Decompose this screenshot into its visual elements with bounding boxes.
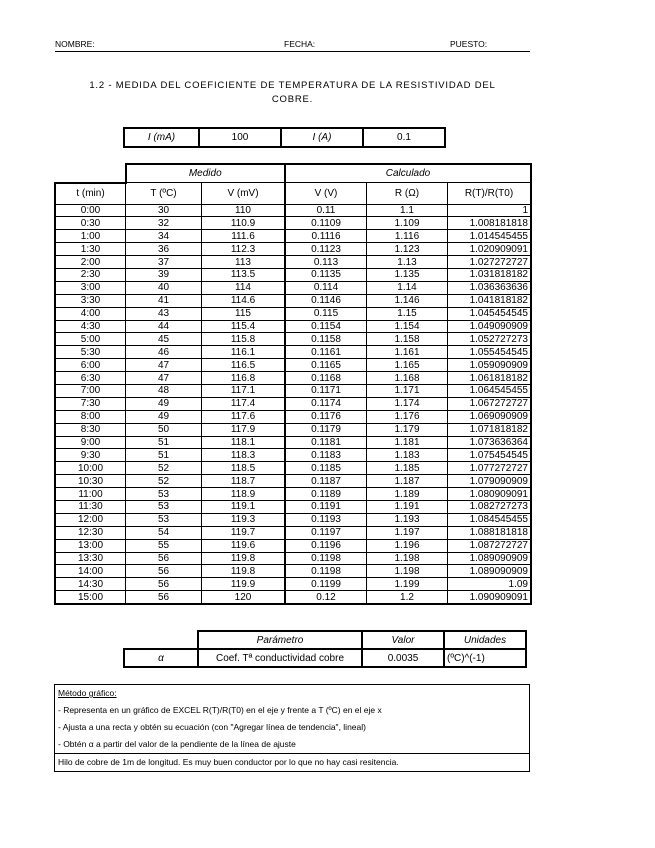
notes-heading: Método gráfico: [58,688,117,698]
table-cell: 4:30 [55,320,126,333]
table-cell: 13:00 [55,539,126,552]
table-cell: 1.008181818 [448,217,532,230]
table-row [55,500,531,513]
table-cell: 115.4 [202,320,286,333]
col-header: t (min) [55,183,126,205]
table-cell: 0.1191 [285,500,367,513]
table-cell: 114.6 [202,294,286,307]
table-cell: 8:00 [55,410,126,423]
table-cell: 51 [126,449,202,462]
param-symbol: α [124,649,198,667]
table-cell: 116.1 [202,346,286,359]
table-cell: 0.1185 [285,462,367,475]
table-cell: 3:00 [55,281,126,294]
table-row [55,397,531,410]
table-cell: 11:00 [55,488,126,501]
table-cell: 1.196 [367,539,448,552]
table-cell: 0.115 [285,307,367,320]
table-cell: 1.161 [367,346,448,359]
table-cell: 0:00 [55,204,126,217]
table-row [55,294,531,307]
table-cell: 46 [126,346,202,359]
table-cell: 117.6 [202,410,286,423]
table-row [55,256,531,269]
table-cell: 1.079090909 [448,475,532,488]
table-row [55,320,531,333]
table-cell: 1.165 [367,359,448,372]
table-cell: 51 [126,436,202,449]
table-cell: 0.1196 [285,539,367,552]
table-cell: 1.067272727 [448,397,532,410]
table-cell: 1.135 [367,268,448,281]
table-cell: 40 [126,281,202,294]
table-cell: 119.3 [202,513,286,526]
table-cell: 1.014545455 [448,230,532,243]
table-cell: 1 [448,204,532,217]
table-cell: 53 [126,488,202,501]
table-cell: 49 [126,410,202,423]
header-line [55,38,530,52]
table-cell: 53 [126,500,202,513]
table-cell: 1.036363636 [448,281,532,294]
table-cell: 1.089090909 [448,552,532,565]
table-row [55,449,531,462]
table-cell: 0.1187 [285,475,367,488]
table-cell: 36 [126,243,202,256]
table-cell: 1.09 [448,578,532,591]
table-cell: 1.020909091 [448,243,532,256]
group-calculated: Calculado [285,164,531,183]
table-cell: 119.8 [202,552,286,565]
table-cell: 111.6 [202,230,286,243]
table-cell: 0.1197 [285,526,367,539]
col-header: T (ºC) [126,183,202,205]
current-ma-value: 100 [199,128,281,147]
table-row [55,204,531,217]
table-cell: 113.5 [202,268,286,281]
table-cell: 1.087272727 [448,539,532,552]
table-cell: 0.1189 [285,488,367,501]
notes-box [54,684,530,772]
table-cell: 1.198 [367,565,448,578]
table-cell: 110.9 [202,217,286,230]
table-cell: 0:30 [55,217,126,230]
table-cell: 1.198 [367,552,448,565]
table-cell: 9:30 [55,449,126,462]
table-cell: 0.113 [285,256,367,269]
col-header: R(T)/R(T0) [448,183,532,205]
table-cell: 44 [126,320,202,333]
table-cell: 53 [126,513,202,526]
table-cell: 6:30 [55,372,126,385]
param-name: Coef. Tª conductividad cobre [198,649,362,667]
table-cell: 1.049090909 [448,320,532,333]
table-cell: 0.1179 [285,423,367,436]
table-cell: 0.1165 [285,359,367,372]
table-cell: 1.089090909 [448,565,532,578]
table-cell: 0.1168 [285,372,367,385]
col-header: V (V) [285,183,367,205]
table-row [55,333,531,346]
table-cell: 3:30 [55,294,126,307]
table-cell: 0.1193 [285,513,367,526]
table-row [55,384,531,397]
table-row [55,475,531,488]
param-value: 0.0035 [362,649,444,667]
table-cell: 10:00 [55,462,126,475]
date-label: FECHA: [284,39,316,49]
table-cell: 1.080909091 [448,488,532,501]
table-row [55,591,531,604]
data-table [54,163,532,605]
table-cell: 1.171 [367,384,448,397]
table-cell: 47 [126,359,202,372]
table-cell: 1.027272727 [448,256,532,269]
table-cell: 52 [126,462,202,475]
table-cell: 0.1176 [285,410,367,423]
page-title [55,79,530,107]
table-cell: 0.1183 [285,449,367,462]
col-header: V (mV) [202,183,286,205]
table-cell: 7:30 [55,397,126,410]
table-cell: 117.4 [202,397,286,410]
table-cell: 110 [202,204,286,217]
table-cell: 117.1 [202,384,286,397]
table-cell: 1.059090909 [448,359,532,372]
table-cell: 47 [126,372,202,385]
notes-footer: Hilo de cobre de 1m de longitud. Es muy buen conductor por lo que no hay casi resitencia. [55,753,529,771]
table-cell: 1.179 [367,423,448,436]
table-cell: 1.052727273 [448,333,532,346]
units-header: Unidades [444,631,526,649]
table-cell: 1:00 [55,230,126,243]
table-cell: 1.174 [367,397,448,410]
table-cell: 4:00 [55,307,126,320]
table-row [55,462,531,475]
table-cell: 14:00 [55,565,126,578]
table-row [55,565,531,578]
table-cell: 119.6 [202,539,286,552]
table-cell: 1.14 [367,281,448,294]
table-cell: 116.8 [202,372,286,385]
notes-line: - Ajusta a una recta y obtén su ecuación (con "Agregar línea de tendencia", lineal) [58,722,366,732]
table-cell: 56 [126,565,202,578]
table-row [55,281,531,294]
table-cell: 117.9 [202,423,286,436]
table-cell: 1.146 [367,294,448,307]
table-cell: 0.1116 [285,230,367,243]
table-cell: 1.045454545 [448,307,532,320]
table-cell: 118.9 [202,488,286,501]
table-cell: 45 [126,333,202,346]
current-table [123,127,446,148]
table-cell: 1.055454545 [448,346,532,359]
current-ma-label: I (mA) [124,128,199,147]
table-cell: 37 [126,256,202,269]
value-header: Valor [362,631,444,649]
table-cell: 114 [202,281,286,294]
table-cell: 9:00 [55,436,126,449]
table-cell: 1.181 [367,436,448,449]
table-cell: 119.8 [202,565,286,578]
table-cell: 1.084545455 [448,513,532,526]
table-row [55,410,531,423]
table-cell: 30 [126,204,202,217]
col-header: R (Ω) [367,183,448,205]
table-cell: 1:30 [55,243,126,256]
table-cell: 0.1109 [285,217,367,230]
table-cell: 115.8 [202,333,286,346]
table-cell: 0.1161 [285,346,367,359]
table-cell: 1.069090909 [448,410,532,423]
table-cell: 1.176 [367,410,448,423]
table-cell: 11:30 [55,500,126,513]
table-cell: 1.090909091 [448,591,532,604]
table-cell: 50 [126,423,202,436]
table-cell: 13:30 [55,552,126,565]
table-cell: 1.064545455 [448,384,532,397]
table-row [55,268,531,281]
table-cell: 48 [126,384,202,397]
table-cell: 1.193 [367,513,448,526]
table-cell: 1.061818182 [448,372,532,385]
table-cell: 1.073636364 [448,436,532,449]
table-cell: 0.1135 [285,268,367,281]
table-cell: 1.123 [367,243,448,256]
table-cell: 1.168 [367,372,448,385]
table-cell: 116.5 [202,359,286,372]
table-cell: 0.1181 [285,436,367,449]
table-cell: 0.1174 [285,397,367,410]
current-a-label: I (A) [281,128,363,147]
table-row [55,230,531,243]
name-label: NOMBRE: [55,39,95,49]
table-cell: 12:30 [55,526,126,539]
table-cell: 1.185 [367,462,448,475]
table-cell: 0.1154 [285,320,367,333]
title-line-2: COBRE. [271,94,314,105]
table-row [55,423,531,436]
table-cell: 52 [126,475,202,488]
table-row [55,488,531,501]
table-cell: 118.5 [202,462,286,475]
table-cell: 2:30 [55,268,126,281]
table-cell: 0.1199 [285,578,367,591]
table-cell: 1.1 [367,204,448,217]
table-cell: 56 [126,578,202,591]
table-row [55,578,531,591]
table-cell: 118.7 [202,475,286,488]
table-cell: 1.071818182 [448,423,532,436]
table-cell: 0.1146 [285,294,367,307]
table-row [55,539,531,552]
table-cell: 7:00 [55,384,126,397]
group-measured: Medido [126,164,286,183]
table-row [55,307,531,320]
table-cell: 56 [126,591,202,604]
table-cell: 1.082727273 [448,500,532,513]
table-cell: 112.3 [202,243,286,256]
table-row [55,243,531,256]
param-table [123,630,527,668]
notes-line: - Representa en un gráfico de EXCEL R(T)/R(T0) en el eje y frente a T (ºC) en el eje x [58,705,382,715]
table-cell: 49 [126,397,202,410]
table-row [55,552,531,565]
param-header: Parámetro [198,631,362,649]
table-cell: 41 [126,294,202,307]
title-line-1: 1.2 - MEDIDA DEL COEFICIENTE DE TEMPERATURA DE LA RESISTIVIDAD DEL [89,80,496,91]
table-row [55,217,531,230]
table-cell: 1.15 [367,307,448,320]
table-cell: 1.041818182 [448,294,532,307]
table-cell: 1.199 [367,578,448,591]
table-cell: 55 [126,539,202,552]
table-row [55,513,531,526]
table-cell: 120 [202,591,286,604]
table-cell: 56 [126,552,202,565]
table-row [55,526,531,539]
table-cell: 1.154 [367,320,448,333]
table-cell: 43 [126,307,202,320]
table-row [55,436,531,449]
notes-line: - Obtén α a partir del valor de la pendiente de la línea de ajuste [58,739,296,749]
table-cell: 5:30 [55,346,126,359]
table-cell: 1.197 [367,526,448,539]
table-cell: 0.11 [285,204,367,217]
table-cell: 1.158 [367,333,448,346]
table-cell: 0.1198 [285,565,367,578]
table-cell: 0.1123 [285,243,367,256]
table-cell: 0.1158 [285,333,367,346]
table-cell: 32 [126,217,202,230]
table-cell: 14:30 [55,578,126,591]
table-cell: 0.12 [285,591,367,604]
table-cell: 39 [126,268,202,281]
table-cell: 1.183 [367,449,448,462]
table-cell: 1.189 [367,488,448,501]
table-cell: 1.116 [367,230,448,243]
table-cell: 6:00 [55,359,126,372]
table-cell: 1.031818182 [448,268,532,281]
table-cell: 1.088181818 [448,526,532,539]
table-cell: 54 [126,526,202,539]
table-cell: 1.109 [367,217,448,230]
table-cell: 119.9 [202,578,286,591]
current-a-value: 0.1 [363,128,445,147]
param-units: (ºC)^(-1) [444,649,526,667]
table-cell: 0.1198 [285,552,367,565]
post-label: PUESTO: [450,39,488,49]
table-cell: 0.1171 [285,384,367,397]
table-cell: 5:00 [55,333,126,346]
table-cell: 1.191 [367,500,448,513]
table-cell: 8:30 [55,423,126,436]
table-cell: 119.1 [202,500,286,513]
table-row [55,359,531,372]
table-cell: 119.7 [202,526,286,539]
table-cell: 1.077272727 [448,462,532,475]
table-cell: 12:00 [55,513,126,526]
table-cell: 115 [202,307,286,320]
table-cell: 10:30 [55,475,126,488]
table-cell: 1.187 [367,475,448,488]
table-row [55,372,531,385]
table-cell: 1.13 [367,256,448,269]
table-cell: 2:00 [55,256,126,269]
table-cell: 1.075454545 [448,449,532,462]
table-row [55,346,531,359]
table-cell: 118.1 [202,436,286,449]
table-cell: 15:00 [55,591,126,604]
table-cell: 0.114 [285,281,367,294]
table-cell: 1.2 [367,591,448,604]
table-cell: 113 [202,256,286,269]
table-cell: 34 [126,230,202,243]
table-cell: 118.3 [202,449,286,462]
